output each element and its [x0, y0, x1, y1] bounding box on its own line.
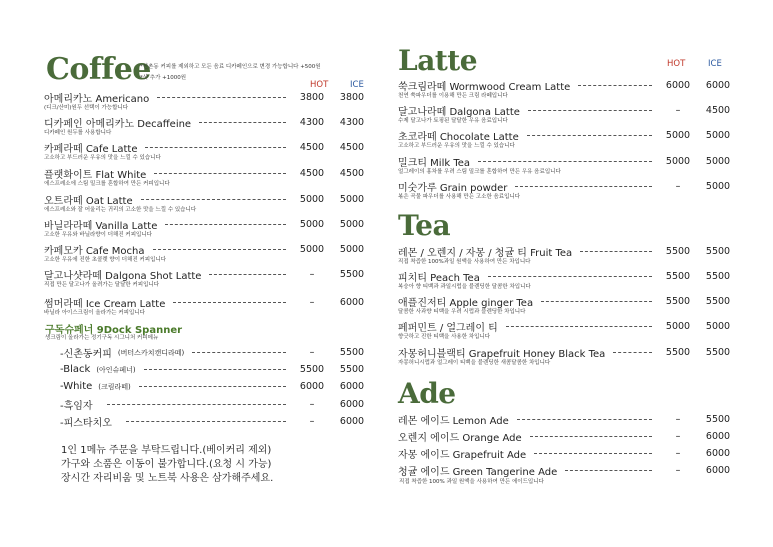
- price-hot: –: [309, 399, 315, 410]
- menu-item: [398, 413, 738, 429]
- price-hot: 5500: [665, 296, 691, 307]
- item-desc: 천연 쑥파우더를 이용해 만든 크림 라떼입니다: [398, 93, 508, 99]
- price-ice: 6000: [705, 465, 731, 476]
- notice-line: 가구와 소품은 이동이 불가합니다.(요청 시 가능): [61, 459, 272, 470]
- item-name: 디카페인 아메리카노 Decaffeine: [44, 119, 192, 130]
- item-desc: (디크/산미)원두 선택이 가능합니다: [44, 105, 129, 111]
- item-name: -흑임자: [60, 401, 93, 412]
- tea-title: Tea: [398, 209, 451, 242]
- coffee-note-decaf: *신촌동 커피를 제외하고 모든 음료 디카페인으로 변경 가능합니다 +500원: [140, 64, 321, 70]
- price-ice: 6000: [339, 297, 365, 308]
- price-hot: –: [675, 431, 681, 442]
- menu-item: [44, 296, 372, 320]
- price-hot: 5000: [665, 156, 691, 167]
- price-ice: 5000: [339, 194, 365, 205]
- menu-item: [44, 218, 372, 242]
- menu-item: [398, 245, 738, 269]
- notice-line: 장시간 자리비움 및 노트북 사용은 삼가해주세요.: [61, 473, 274, 484]
- menu-item: [398, 320, 738, 344]
- item-name: 페퍼민트 / 얼그레이 티: [398, 323, 498, 334]
- ade-title: Ade: [398, 377, 456, 410]
- price-ice: 5000: [705, 156, 731, 167]
- latte-hot-label: HOT: [667, 59, 686, 69]
- price-ice: 5000: [705, 321, 731, 332]
- price-hot: 4500: [299, 168, 325, 179]
- item-name: 오트라떼 Oat Latte: [44, 196, 133, 207]
- item-name: -Black: [60, 364, 91, 375]
- price-hot: –: [675, 105, 681, 116]
- price-hot: 5500: [665, 271, 691, 282]
- price-hot: 5500: [665, 246, 691, 257]
- menu-item: [398, 295, 738, 319]
- menu-item: [398, 346, 738, 370]
- item-sub: (크림라떼): [98, 382, 131, 391]
- price-hot: 5000: [299, 219, 325, 230]
- price-ice: 5500: [339, 347, 365, 358]
- price-ice: 4500: [705, 105, 731, 116]
- item-name: 쑥크림라떼 Wormwood Cream Latte: [398, 82, 571, 93]
- price-hot: –: [675, 465, 681, 476]
- item-name: 썸머라떼 Ice Cream Latte: [44, 299, 166, 310]
- price-hot: –: [309, 269, 315, 280]
- price-hot: –: [675, 448, 681, 459]
- item-name: 달고나샷라떼 Dalgona Shot Latte: [44, 271, 202, 282]
- price-hot: –: [309, 416, 315, 427]
- price-ice: 4500: [339, 142, 365, 153]
- item-desc: 직접 착즙한 100%과일 원액을 사용하여 만든 차입니다: [398, 259, 531, 265]
- menu-item: [44, 167, 372, 191]
- item-desc: 에스프레소에 스팀 밀크를 혼합하여 만든 커피입니다: [44, 181, 170, 187]
- item-name: 바닐라라떼 Vanilla Latte: [44, 221, 158, 232]
- menu-item: [398, 79, 738, 103]
- menu-item: [44, 193, 372, 217]
- spanner-item: [60, 415, 372, 439]
- price-ice: 5500: [705, 246, 731, 257]
- item-desc: 자몽허니시럽과 얼그레이 티백을 블렌딩한 새콤달콤한 차입니다: [398, 360, 551, 366]
- item-desc: 고소하고 부드러운 우유의 맛을 느낄 수 있습니다: [398, 143, 515, 149]
- price-hot: 4500: [299, 142, 325, 153]
- price-ice: 5000: [339, 219, 365, 230]
- menu-item: [398, 447, 738, 463]
- item-name: 밀크티 Milk Tea: [398, 158, 471, 169]
- price-hot: 5000: [299, 244, 325, 255]
- price-ice: 5500: [339, 269, 365, 280]
- item-desc: 얼그레이의 홍차를 우려 스팀 밀크를 혼합하여 만든 우유 음료입니다: [398, 169, 561, 175]
- item-name: 미숫가루 Grain powder: [398, 183, 508, 194]
- item-name: 애플진저티 Apple ginger Tea: [398, 298, 534, 309]
- coffee-title: Coffee: [46, 52, 151, 87]
- price-ice: 4300: [339, 117, 365, 128]
- price-ice: 5000: [339, 244, 365, 255]
- notice-line: 1인 1메뉴 주문을 부탁드립니다.(베이커리 제외): [61, 445, 272, 456]
- price-ice: 6000: [705, 448, 731, 459]
- menu-item: [44, 243, 372, 267]
- price-ice: 6000: [705, 431, 731, 442]
- item-name: -White: [60, 381, 93, 392]
- price-ice: 5500: [705, 271, 731, 282]
- item-name: 초코라떼 Chocolate Latte: [398, 132, 519, 143]
- item-name: 플랫화이트 Flat White: [44, 170, 147, 181]
- price-hot: –: [675, 414, 681, 425]
- menu-item: [398, 270, 738, 294]
- ade-footer: 직접 착즙한 100% 과일 원액을 사용하여 만든 에이드입니다: [399, 479, 544, 485]
- item-desc: 에스프레소와 잘 어울리는 귀리의 고소한 맛을 느낄 수 있습니다: [44, 207, 197, 213]
- item-desc: 고소하고 부드러운 우유의 맛을 느낄 수 있습니다: [44, 155, 161, 161]
- price-ice: 6000: [339, 399, 365, 410]
- price-ice: 6000: [339, 381, 365, 392]
- item-name: 오렌지 에이드 Orange Ade: [398, 433, 522, 444]
- coffee-ice-label: ICE: [350, 80, 364, 90]
- price-hot: 5000: [665, 321, 691, 332]
- coffee-hot-label: HOT: [310, 80, 329, 90]
- item-name: 달고나라떼 Dalgona Latte: [398, 107, 520, 118]
- item-name: 아메리카노 Americano: [44, 94, 150, 105]
- price-ice: 5500: [705, 347, 731, 358]
- item-desc: 고소한 우유와 바닐라향이 더해진 커피입니다: [44, 232, 152, 238]
- coffee-note-shot: *샷 추가 +1000원: [140, 75, 187, 81]
- item-sub: (버터스카치캔디라떼): [117, 348, 185, 357]
- item-desc: 고소한 우유에 진한 초콜렛 향이 더해진 커피입니다: [44, 257, 167, 263]
- item-desc: 향긋하고 진한 티백을 사용한 차입니다: [398, 334, 491, 340]
- price-ice: 6000: [339, 416, 365, 427]
- latte-title: Latte: [398, 44, 478, 77]
- item-name: 자몽허니블랙티 Grapefruit Honey Black Tea: [398, 349, 606, 360]
- menu-item: [398, 180, 738, 204]
- price-hot: 5500: [299, 364, 325, 375]
- price-hot: –: [309, 347, 315, 358]
- item-sub: (아인슈페너): [96, 365, 136, 374]
- spanner-title: 구독슈페너 9Dock Spanner: [45, 325, 183, 336]
- price-hot: –: [309, 297, 315, 308]
- item-name: 피치티 Peach Tea: [398, 273, 480, 284]
- menu-item: [398, 155, 738, 179]
- item-name: 자몽 에이드 Grapefruit Ade: [398, 450, 527, 461]
- item-name: 카페라떼 Cafe Latte: [44, 144, 138, 155]
- item-desc: 바닐라 아이스크림이 올라가는 커피입니다: [44, 310, 145, 316]
- price-hot: 5000: [665, 130, 691, 141]
- latte-ice-label: ICE: [708, 59, 722, 69]
- item-name: -피스타치오: [60, 418, 112, 429]
- item-desc: 디카페인 원두를 사용합니다: [44, 130, 112, 136]
- item-desc: 수제 달고나가 토핑된 달달한 우유 음료입니다: [398, 118, 508, 124]
- item-desc: 달콤한 사과향 티백을 우려 시럽과 블렌딩한 차입니다: [398, 309, 526, 315]
- price-hot: –: [675, 181, 681, 192]
- menu-item: [44, 116, 372, 140]
- menu-item: [398, 430, 738, 446]
- item-name: 레몬 에이드 Lemon Ade: [398, 416, 509, 427]
- price-ice: 3800: [339, 92, 365, 103]
- price-ice: 5500: [705, 414, 731, 425]
- item-name: 카페모카 Cafe Mocha: [44, 246, 145, 257]
- price-hot: 5000: [299, 194, 325, 205]
- item-desc: 볶은 곡물 파우더를 사용해 만든 고소한 음료입니다: [398, 194, 521, 200]
- menu-item: [44, 268, 372, 292]
- price-hot: 6000: [665, 80, 691, 91]
- menu-item: [398, 104, 738, 128]
- price-hot: 6000: [299, 381, 325, 392]
- price-ice: 5500: [705, 296, 731, 307]
- price-hot: 3800: [299, 92, 325, 103]
- price-hot: 5500: [665, 347, 691, 358]
- price-ice: 5000: [705, 130, 731, 141]
- menu-item: [398, 129, 738, 153]
- item-name: 레몬 / 오렌지 / 자몽 / 청귤 티 Fruit Tea: [398, 248, 573, 259]
- price-hot: 4300: [299, 117, 325, 128]
- menu-item: [44, 141, 372, 165]
- price-ice: 6000: [705, 80, 731, 91]
- item-desc: 복숭아 향 티백과 과일시럽을 블렌딩한 달콤한 차입니다: [398, 284, 531, 290]
- price-ice: 5000: [705, 181, 731, 192]
- price-ice: 4500: [339, 168, 365, 179]
- item-name: -신촌동커피: [60, 349, 112, 360]
- spanner-desc: 생크림이 올라가는 정기구독 시그니처 커피메뉴: [45, 335, 159, 341]
- item-name: 청귤 에이드 Green Tangerine Ade: [398, 467, 558, 478]
- menu-item: [44, 91, 372, 115]
- price-ice: 5500: [339, 364, 365, 375]
- item-desc: 직접 만든 달고나가 올려가는 달달한 커피입니다: [44, 282, 160, 288]
